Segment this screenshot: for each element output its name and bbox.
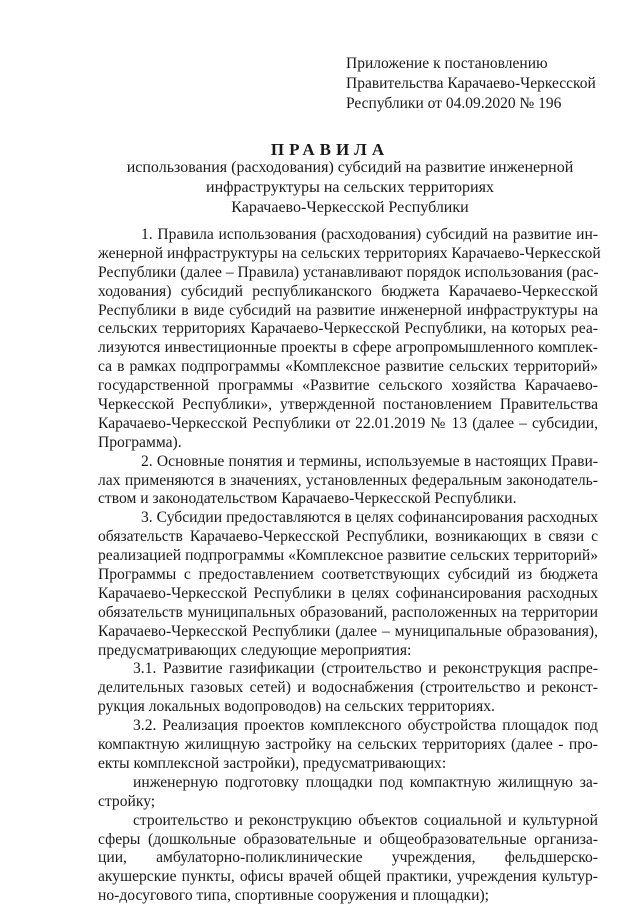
subtitle-line-1: использования (расходования) субсидий на развитие инженерной [126,159,574,176]
body-line: обязательств Карачаево-Черкесской Республики, возникающих в связи с [98,528,598,546]
body-line: са в рамках подпрограммы «Комплексное развитие сельских территорий» [98,358,598,376]
body-line: рукция локальных водопроводов) на сельских территориях. [98,698,495,716]
document-subtitle [100,158,600,218]
body-line: Программы с предоставлением соответствующих субсидий из бюджета [98,566,598,584]
body-line: ходования) субсидий республиканского бюджета Карачаево-Черкесской [98,282,598,300]
body-line: но-досугового типа, спортивные сооружения и площадки); [98,887,489,905]
body-line: строительство и реконструкцию объектов социальной и культурной [133,811,598,829]
appendix-line-2: Правительства Карачаево-Черкесской [346,75,596,92]
body-line: женерной инфраструктуры на сельских территориях Карачаево-Черкесской [98,244,601,262]
body-line: 3.1. Развитие газификации (строительство и реконструкция распре- [133,660,598,678]
body-line: 3.2. Реализация проектов комплексного обустройства площадок под [133,717,598,735]
body-line: сельских территориях Карачаево-Черкесской Республики, на которых реа- [98,320,598,338]
body-line: 1. Правила использования (расходования) субсидий на развитие ин- [141,226,598,243]
body-line: предусматривающих следующие мероприятия: [98,641,412,659]
appendix-line-3: Республики от 04.09.2020 № 196 [346,95,562,112]
body-line: обязательств муниципальных образований, расположенных на территории [98,603,598,621]
body-line: сферы (дошкольные образовательные и общеобразовательные организа- [98,830,598,848]
body-line: реализацией подпрограммы «Комплексное развитие сельских территорий» [98,547,598,565]
body-line: делительных газовых сетей) и водоснабжения (строительство и реконст- [98,679,598,697]
body-line: Карачаево-Черкесской Республики в целях софинансирования расходных [98,584,598,602]
body-line: Республики в виде субсидий на развитие инженерной инфраструктуры на [98,301,598,319]
body-line: государственной программы «Развитие сельского хозяйства Карачаево- [98,377,598,395]
body-line: 3. Субсидии предоставляются в целях софинансирования расходных [141,509,598,527]
body-line: Программа). [98,433,182,451]
appendix-note [346,54,596,114]
subtitle-line-3: Карачаево-Черкесской Республики [231,199,469,216]
body-line: Республики (далее – Правила) устанавливают порядок использования (рас- [98,263,599,281]
body-line: Карачаево-Черкесской Республики от 22.01.2019 № 13 (далее – субсидии, [98,414,598,432]
body-line: екты комплексной застройки), предусматривающих: [98,754,447,772]
body-line: Карачаево-Черкесской Республики (далее – муниципальные образования), [98,622,598,640]
body-line: лизуются инвестиционные проекты в сфере агропромышленного комплек- [98,339,598,357]
body-line: лах применяются в значениях, установленных федеральным законодатель- [98,471,598,489]
body-line: ством и законодательством Карачаево-Черкесской Республики. [98,490,517,508]
body-line: Черкесской Республики», утвержденной постановлением Правительства [98,396,598,414]
body-line: акушерские пункты, офисы врачей общей практики, учреждения культур- [98,868,598,886]
body-line: ции, амбулаторно-поликлинические учреждения, фельдшерско- [98,849,598,867]
body-line: компактную жилищную застройку на сельских территориях (далее - про- [98,736,598,754]
body-line: стройку; [98,792,156,810]
document-title: ПРАВИЛА [270,140,390,159]
body-line: 2. Основные понятия и термины, используемые в настоящих Прави- [141,452,598,470]
document-body [98,226,601,906]
subtitle-line-2: инфраструктуры на сельских территориях [206,179,494,196]
body-line: инженерную подготовку площадки под компактную жилищную за- [133,773,598,791]
appendix-line-1: Приложение к постановлению [346,55,548,72]
